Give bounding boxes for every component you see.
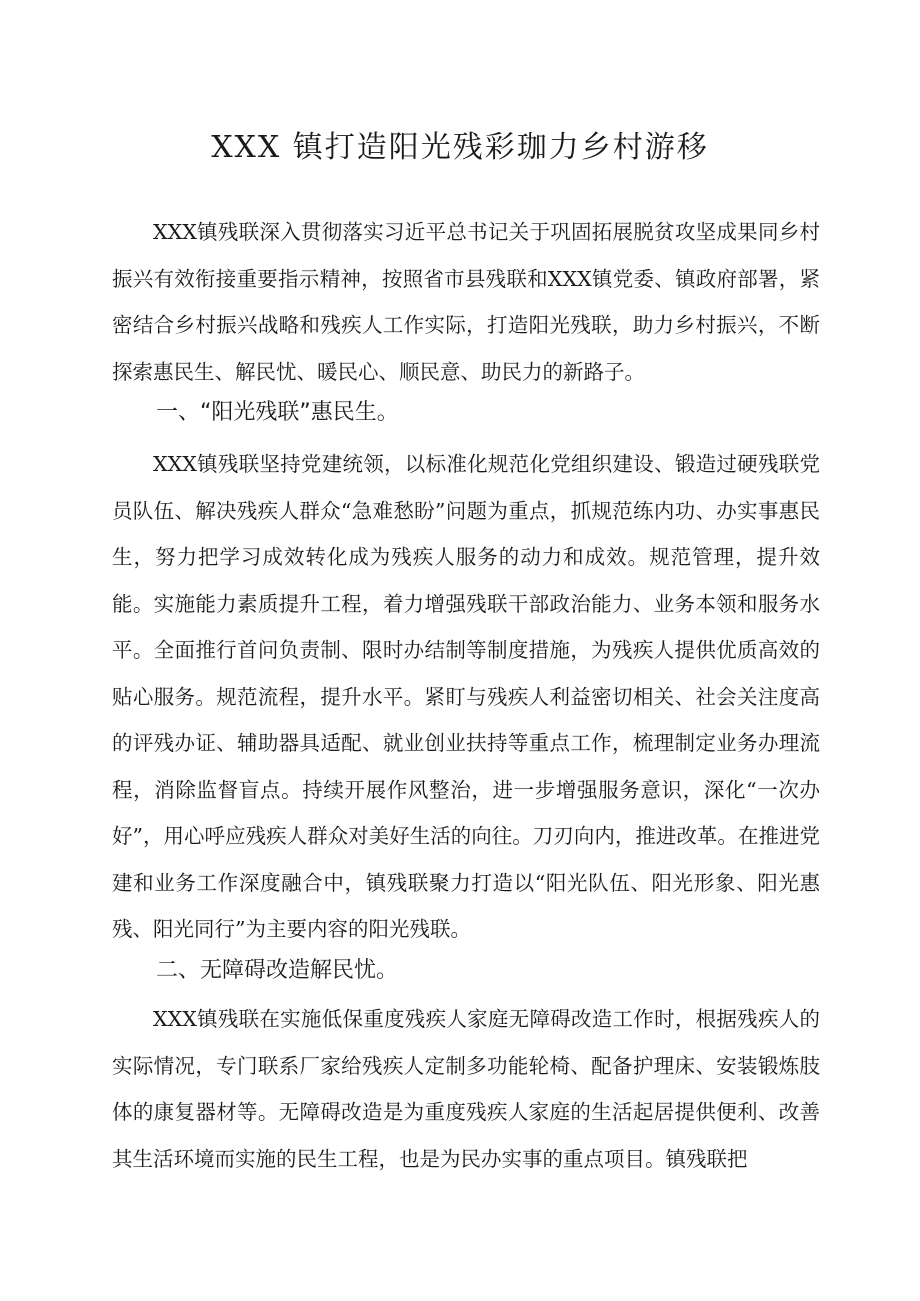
section-2-paragraph: XXX镇残联在实施低保重度残疾人家庭无障碍改造工作时，根据残疾人的实际情况，专门联系厂家给残疾人定制多功能轮椅、配备护理床、安装锻炼肢体的康复器材等。无障碍改造是为重度残疾人家庭的生活起居提供便利、改善其生活环境而实施的民生工程，也是为民办实事的重点项目。镇残联把 <box>112 1007 820 1171</box>
intro-paragraph: XXX镇残联深入贯彻落实习近平总书记关于巩固拓展脱贫攻坚成果同乡村振兴有效衔接重要指示精神，按照省市县残联和XXX镇党委、镇政府部署，紧密结合乡村振兴战略和残疾人工作实际，打造阳光残联，助力乡村振兴，不断探索惠民生、解民忧、暖民心、顺民意、助民力的新路子。 <box>112 220 820 384</box>
section-1-paragraph: XXX镇残联坚持党建统领，以标准化规范化党组织建设、锻造过硬残联党员队伍、解决残疾人群众“急难愁盼”问题为重点，抓规范练内功、办实事惠民生，努力把学习成效转化成为残疾人服务的动力和成效。规范管理，提升效能。实施能力素质提升工程，着力增强残联干部政治能力、业务本领和服务水平。全面推行首问负责制、限时办结制等制度措施，为残疾人提供优质高效的贴心服务。规范流程，提升水平。紧盯与残疾人利益密切相关、社会关注度高的评残办证、辅助器具适配、就业创业扶持等重点工作，梳理制定业务办理流程，消除监督盲点。持续开展作风整治，进一步增强服务意识，深化“一次办好”，用心呼应残疾人群众对美好生活的向往。刀刃向内，推进改革。在推进党建和业务工作深度融合中，镇残联聚力打造以“阳光队伍、阳光形象、阳光惠残、阳光同行”为主要内容的阳光残联。 <box>112 452 820 941</box>
section-heading-2: 二、无障碍改造解民忧。 <box>156 958 399 983</box>
section-heading-1: 一、“阳光残联”惠民生。 <box>156 400 399 425</box>
document-title: XXX 镇打造阳光残彩珈力乡村游移 <box>211 130 709 165</box>
